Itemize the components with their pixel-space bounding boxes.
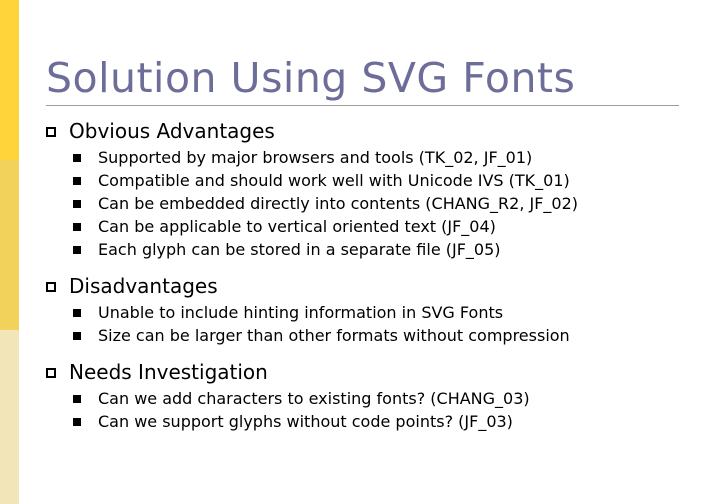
filled-square-bullet-icon (73, 309, 81, 317)
side-accent-bar-middle (0, 160, 19, 330)
section-heading-text: Needs Investigation (69, 360, 268, 384)
filled-square-bullet-icon (73, 418, 81, 426)
slide-content (46, 116, 716, 433)
list-item-text: Can we support glyphs without code points? (JF_03) (98, 412, 513, 431)
list-item (46, 238, 716, 261)
filled-square-bullet-icon (73, 332, 81, 340)
list-item-text: Compatible and should work well with Unicode IVS (TK_01) (98, 171, 570, 190)
filled-square-bullet-icon (73, 200, 81, 208)
list-item (46, 215, 716, 238)
filled-square-bullet-icon (73, 395, 81, 403)
section-disadvantages (46, 271, 716, 347)
list-item-text: Each glyph can be stored in a separate file (JF_05) (98, 240, 501, 259)
list-item (46, 169, 716, 192)
filled-square-bullet-icon (73, 154, 81, 162)
side-accent-bar (0, 0, 19, 504)
section-heading-text: Disadvantages (69, 274, 218, 298)
list-item-text: Can be applicable to vertical oriented text (JF_04) (98, 217, 496, 236)
hollow-square-bullet-icon (46, 368, 56, 378)
section-heading-text: Obvious Advantages (69, 119, 275, 143)
list-item-text: Can we add characters to existing fonts? (CHANG_03) (98, 389, 530, 408)
list-item (46, 192, 716, 215)
side-accent-bar-bottom (0, 330, 19, 504)
list-item (46, 146, 716, 169)
section-heading (46, 357, 716, 387)
section-heading (46, 271, 716, 301)
list-item (46, 324, 716, 347)
list-item (46, 387, 716, 410)
list-item (46, 301, 716, 324)
filled-square-bullet-icon (73, 177, 81, 185)
title-divider (46, 105, 679, 106)
list-item-text: Supported by major browsers and tools (TK_02, JF_01) (98, 148, 533, 167)
list-item-text: Size can be larger than other formats without compression (98, 326, 570, 345)
filled-square-bullet-icon (73, 246, 81, 254)
section-heading (46, 116, 716, 146)
filled-square-bullet-icon (73, 223, 81, 231)
list-item-text: Unable to include hinting information in SVG Fonts (98, 303, 504, 322)
list-item-text: Can be embedded directly into contents (CHANG_R2, JF_02) (98, 194, 579, 213)
hollow-square-bullet-icon (46, 127, 56, 137)
list-item (46, 410, 716, 433)
slide-title: Solution Using SVG Fonts (46, 54, 576, 102)
section-obvious-advantages (46, 116, 716, 261)
section-needs-investigation (46, 357, 716, 433)
hollow-square-bullet-icon (46, 282, 56, 292)
